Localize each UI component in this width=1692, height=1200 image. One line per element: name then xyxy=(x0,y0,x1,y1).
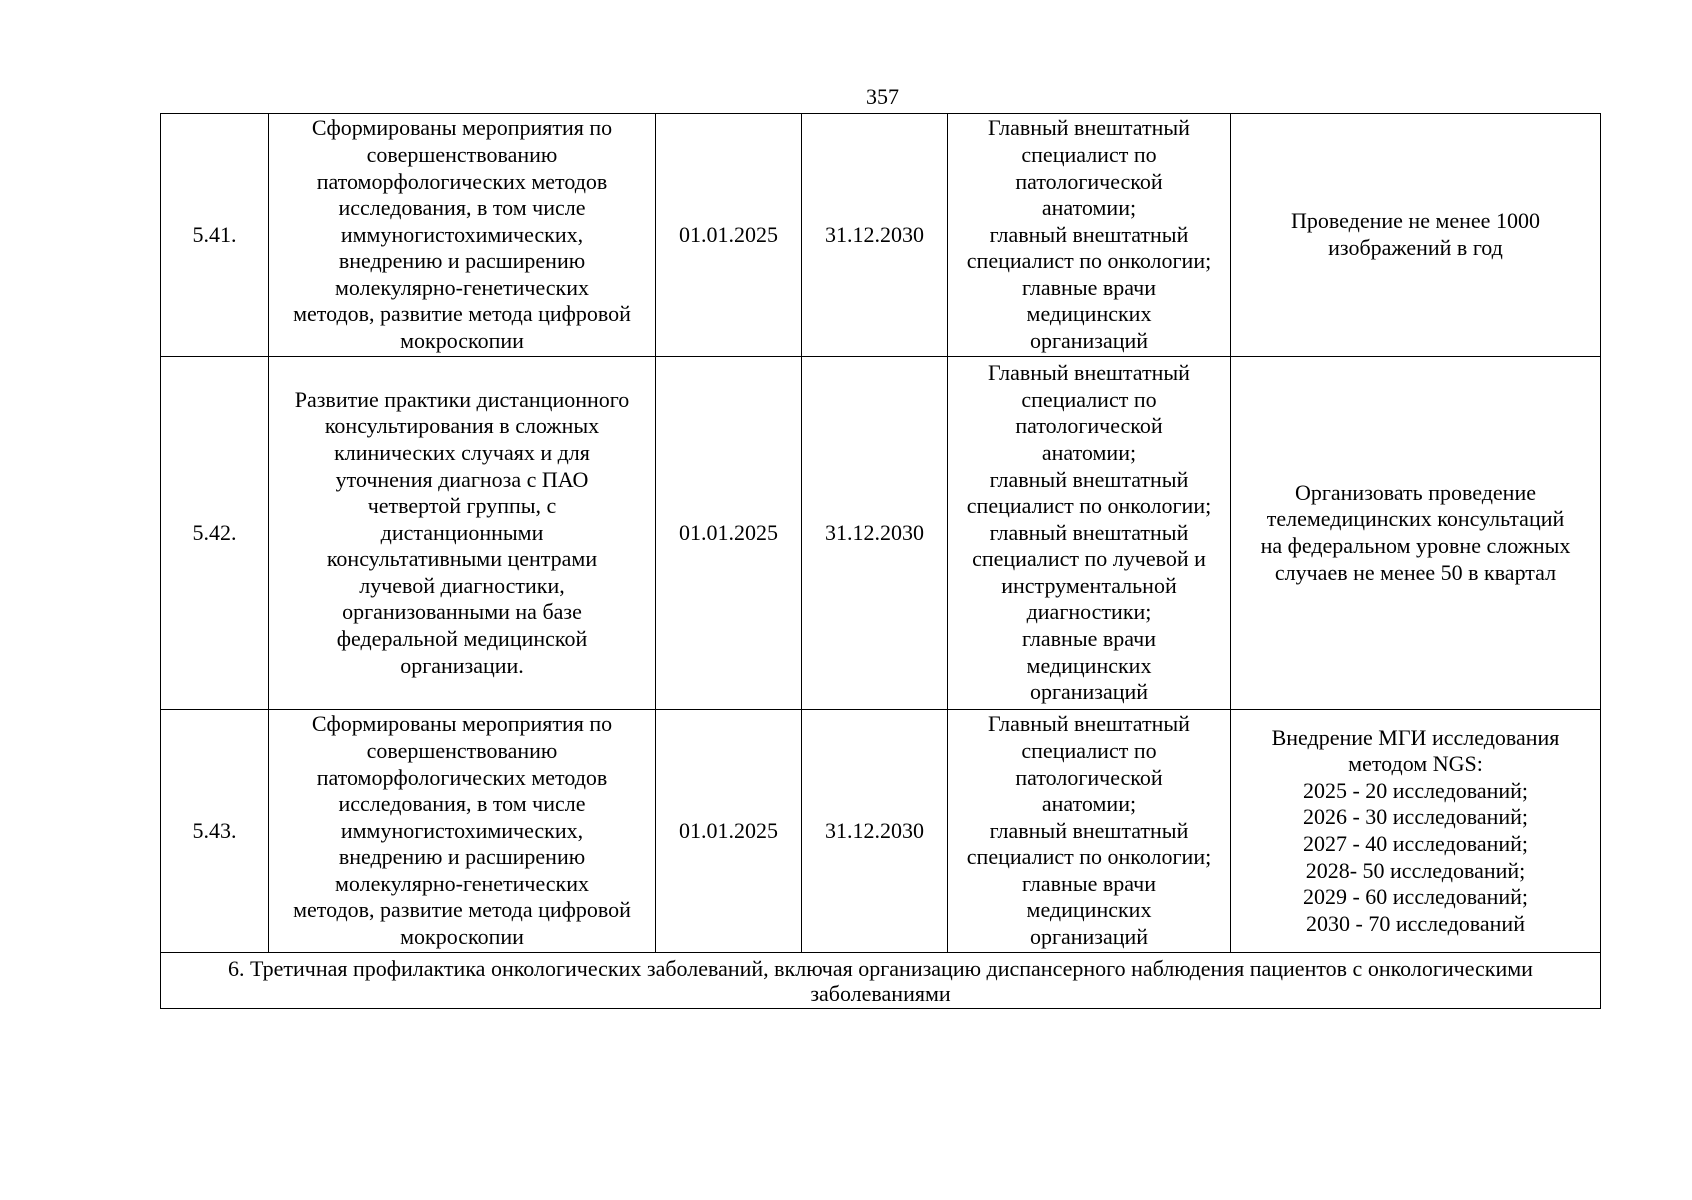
expected-result: Внедрение МГИ исследования методом NGS: 2025 - 20 исследований; 2026 - 30 исследований; 2027 - 40 исследований; 2028- 50 исследований; 2029 - 60 исследований; 2030 - 70 исследований xyxy=(1231,710,1601,953)
expected-result: Проведение не менее 1000 изображений в год xyxy=(1231,114,1601,357)
section-heading: 6. Третичная профилактика онкологических заболеваний, включая организацию диспансерного наблюдения пациентов с онкологическими заболеваниями xyxy=(161,953,1601,1009)
responsible-persons: Главный внештатный специалист по патологической анатомии; главный внештатный специалист по онкологии; главные врачи медицинских организаций xyxy=(948,114,1231,357)
section-row xyxy=(161,953,1601,1009)
measure-name: Сформированы мероприятия по совершенствованию патоморфологических методов исследования, в том числе иммуногистохимических, внедрению и расширению молекулярно-генетических методов, развитие метода цифровой мокроскопии xyxy=(269,710,656,953)
start-date: 01.01.2025 xyxy=(656,357,802,710)
measures-table xyxy=(160,113,1601,1009)
row-number: 5.41. xyxy=(161,114,269,357)
row-number: 5.43. xyxy=(161,710,269,953)
end-date: 31.12.2030 xyxy=(802,357,948,710)
end-date: 31.12.2030 xyxy=(802,114,948,357)
responsible-persons: Главный внештатный специалист по патологической анатомии; главный внештатный специалист по онкологии; главные врачи медицинских организаций xyxy=(948,710,1231,953)
measure-name: Сформированы мероприятия по совершенствованию патоморфологических методов исследования, в том числе иммуногистохимических, внедрению и расширению молекулярно-генетических методов, развитие метода цифровой мокроскопии xyxy=(269,114,656,357)
page-number: 357 xyxy=(866,84,899,109)
expected-result: Организовать проведение телемедицинских консультаций на федеральном уровне сложных случаев не менее 50 в квартал xyxy=(1231,357,1601,710)
table-row xyxy=(161,357,1601,710)
table-row xyxy=(161,710,1601,953)
start-date: 01.01.2025 xyxy=(656,114,802,357)
measure-name: Развитие практики дистанционного консультирования в сложных клинических случаях и для уточнения диагноза с ПАО четвертой группы, с дистанционными консультативными центрами лучевой диагностики, организованными на базе федеральной медицинской организации. xyxy=(269,357,656,710)
responsible-persons: Главный внештатный специалист по патологической анатомии; главный внештатный специалист по онкологии; главный внештатный специалист по лучевой и инструментальной диагностики; главные врачи медицинских организаций xyxy=(948,357,1231,710)
row-number: 5.42. xyxy=(161,357,269,710)
end-date: 31.12.2030 xyxy=(802,710,948,953)
start-date: 01.01.2025 xyxy=(656,710,802,953)
table-row xyxy=(161,114,1601,357)
